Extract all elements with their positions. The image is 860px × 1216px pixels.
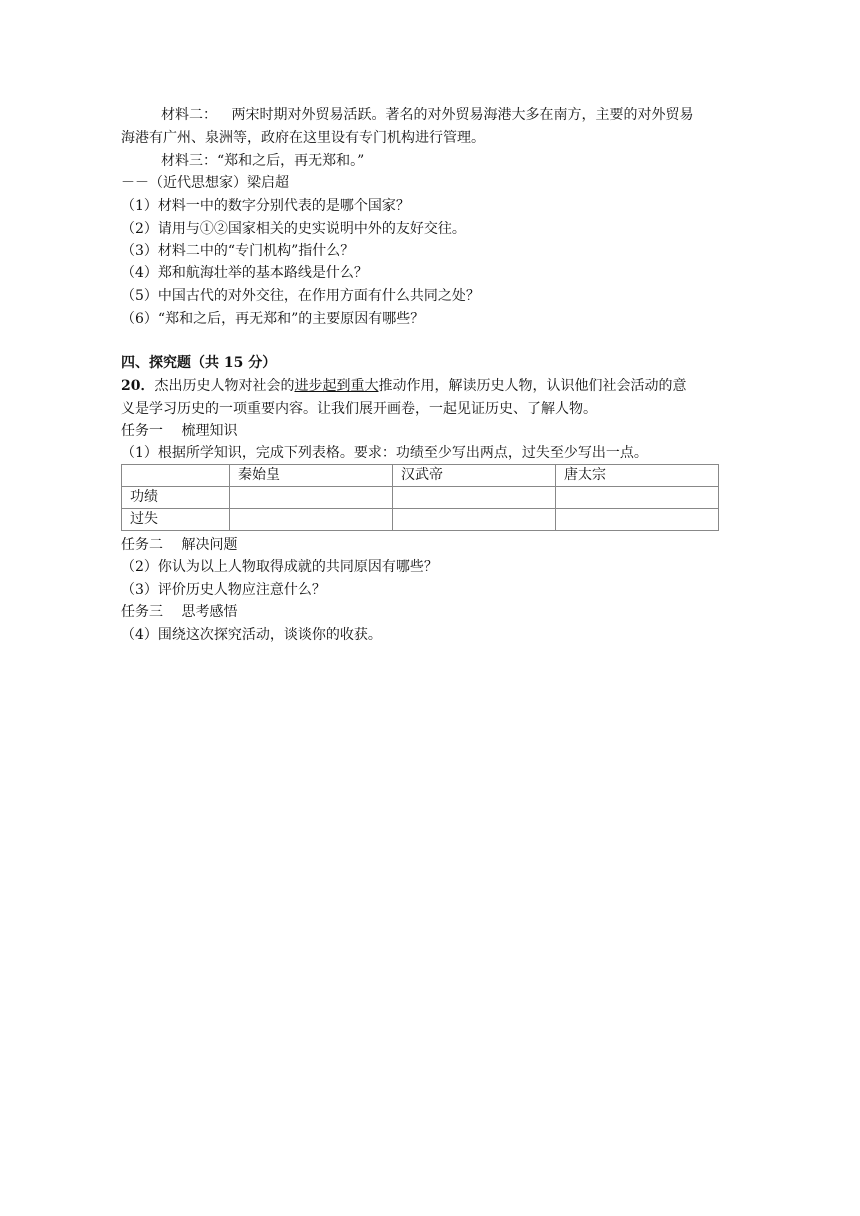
task2-heading: 任务二 解决问题	[121, 537, 238, 553]
task2-question-3: （3）评价历史人物应注意什么？	[121, 582, 326, 598]
table-header-cell	[122, 465, 230, 487]
material3-attribution: －－（近代思想家）梁启超	[121, 175, 289, 191]
material2-label: 材料二：	[161, 107, 217, 123]
q20-number: 20．	[121, 378, 155, 394]
question-19-6: （6）“郑和之后，再无郑和”的主要原因有哪些？	[121, 311, 425, 327]
task2-question-2: （2）你认为以上人物取得成就的共同原因有哪些？	[121, 559, 438, 575]
question-19-3: （3）材料二中的“专门机构”指什么？	[121, 243, 355, 259]
question-19-5: （5）中国古代的对外交往，在作用方面有什么共同之处？	[121, 288, 480, 304]
table-cell	[393, 487, 556, 509]
table-row-label: 过失	[122, 509, 230, 531]
table-cell	[556, 487, 719, 509]
material2-line1	[161, 104, 781, 126]
task1-question-1: （1）根据所学知识，完成下列表格。要求：功绩至少写出两点，过失至少写出一点。	[121, 445, 648, 461]
table-row	[122, 509, 719, 531]
table-header-row	[122, 465, 719, 487]
table-cell	[393, 509, 556, 531]
table-cell	[230, 487, 393, 509]
question-19-1: （1）材料一中的数字分别代表的是哪个国家？	[121, 198, 410, 214]
task1-heading: 任务一 梳理知识	[121, 423, 238, 439]
task3-heading: 任务三 思考感悟	[121, 604, 238, 620]
material3-label: 材料三：	[161, 153, 217, 169]
table-row-label: 功绩	[122, 487, 230, 509]
q20-intro-b: 推动作用，解读历史人物，认识他们社会活动的意	[378, 378, 687, 394]
table-header-cell: 秦始皇	[230, 465, 393, 487]
figures-table	[121, 464, 719, 531]
material3-line	[161, 150, 781, 172]
table-cell	[230, 509, 393, 531]
q20-intro-line1	[121, 375, 741, 397]
q20-intro-underlined: 进步起到重大	[294, 378, 379, 394]
table-header-cell: 唐太宗	[556, 465, 719, 487]
table-row	[122, 487, 719, 509]
section-4-heading: 四、探究题（共 15 分）	[121, 355, 277, 371]
material2-line2: 海港有广州、泉洲等，政府在这里设有专门机构进行管理。	[121, 130, 485, 146]
table-cell	[556, 509, 719, 531]
table-header-cell: 汉武帝	[393, 465, 556, 487]
q20-intro-line2: 义是学习历史的一项重要内容。让我们展开画卷，一起见证历史、了解人物。	[121, 401, 597, 417]
question-19-2: （2）请用与①②国家相关的史实说明中外的友好交往。	[121, 221, 466, 237]
material2-text: 两宋时期对外贸易活跃。著名的对外贸易海港大多在南方，主要的对外贸易	[231, 107, 694, 123]
material3-quote: “郑和之后，再无郑和。”	[217, 153, 365, 169]
q20-intro-a: 杰出历史人物对社会的	[154, 378, 295, 394]
question-19-4: （4）郑和航海壮举的基本路线是什么？	[121, 265, 368, 281]
task3-question-4: （4）围绕这次探究活动，谈谈你的收获。	[121, 627, 382, 643]
